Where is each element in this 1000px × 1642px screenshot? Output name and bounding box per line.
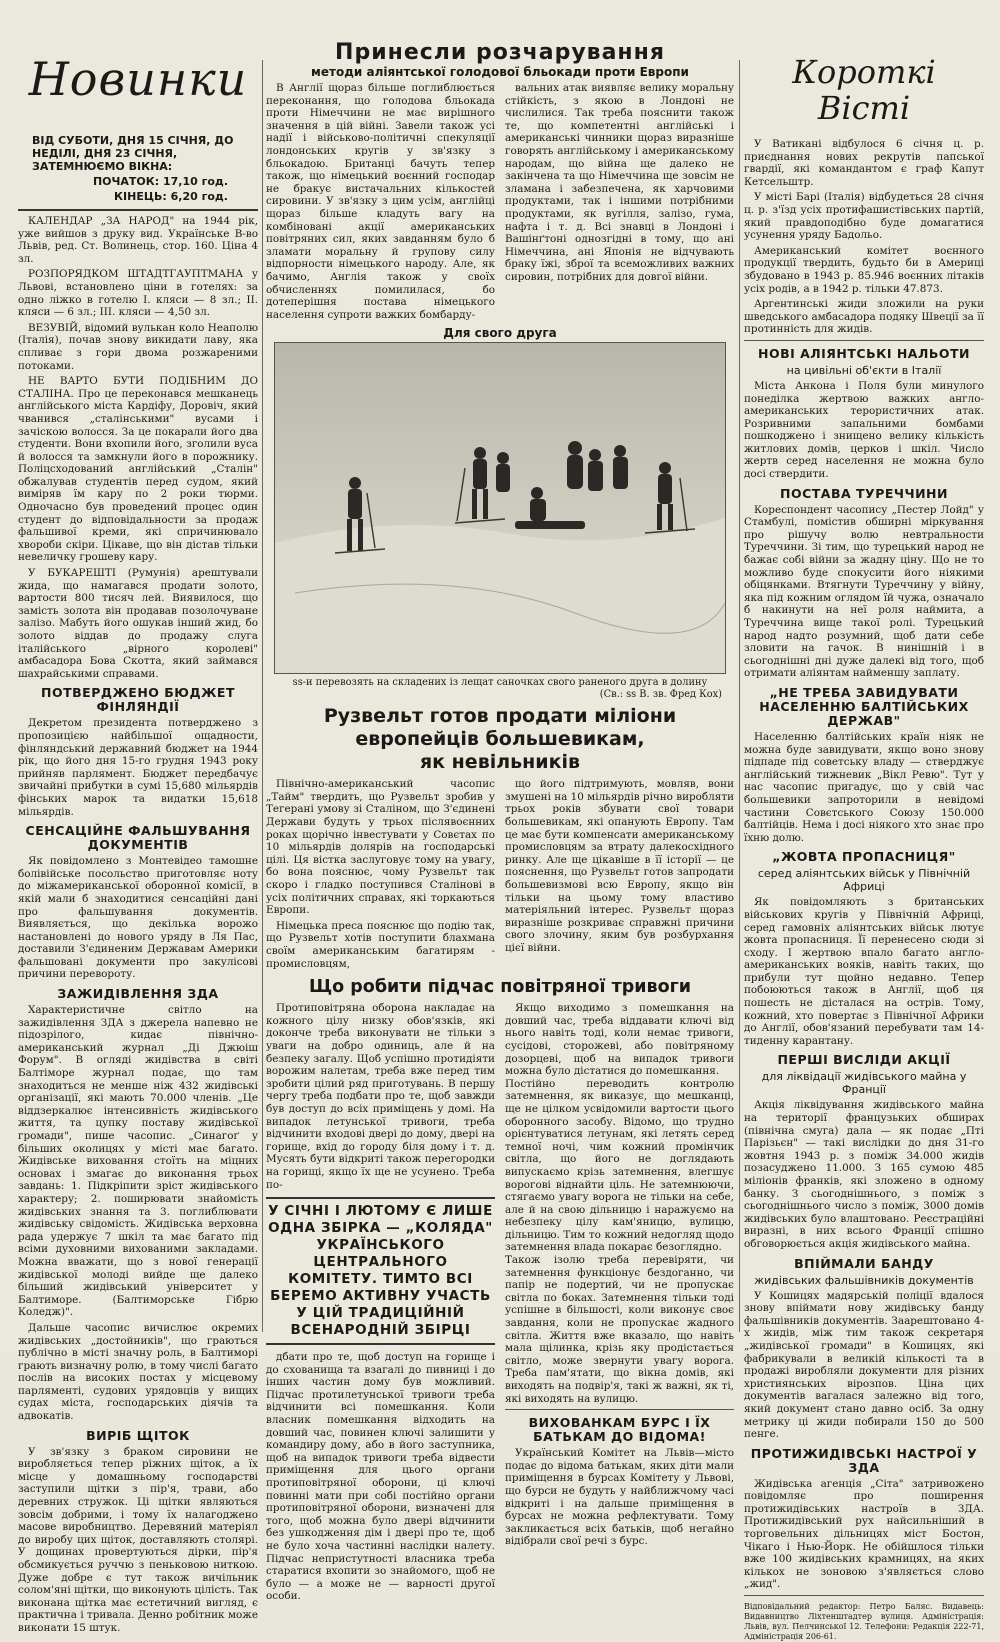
imprint: Відповідальний редактор: Петро Баляс. Видавець: Видавництво Ліхтенштадтер вулиця. Адміністрація: Львів, вул. Пелчинської 12. Телефони: Редакція 222-71, Адміністрація 206-61. — [744, 1602, 984, 1642]
photo-caption: ss-и перевозять на складених із лещат саночках свого раненого друга в долину — [292, 677, 708, 689]
article-finland: Декретом президента потверджено з пропозицією найбільшої ощадности, фінляндський державний бюджет на 1944 рік, що його дня 15-го грудня 1943 року прийняв парлямент. Бюджет передбачує звичайні прибутки в сумі 15,680 мільярдів фінських марок та видатки 15,618 мільярдів. — [18, 717, 258, 818]
article-usa: Характеристичне світло на зажидівлення ЗДА з джерела напевно не підозрілого, кидає північно-американський журнал „Ді Джюіш Форум". В огляді жидівства в світі Балтіморе журнал подає, що там знаходиться не менше ніж 432 жидівські організації, які мають 70.000 членів. „Це віддзеркалює інтенсивність жидівського життя, та цупку поставу жидівської громади", пише часопис. „Синагоґ у більших околицях у місті має багато. Жидівське виховання стоїть на міцних основах і змагає до виконання трьох завдань: 1. Підкріпити зріст жидівського характеру; 2. поширювати знайомість жидівських знання та 3. поглиблювати жидівську свідомість. Жидівська верховна рада удержує 7 шкіл та має багато під всіми духовними вихованими закладами. Можна вважати, що з нової генерації жидівської молоді вийде ще далеко більший жидівський університет у Балтиморе. (Балтиморське Гібрю Коледж)". — [18, 1004, 258, 1319]
column-divider — [262, 60, 263, 1332]
air-raid-continued: дбати про те, щоб доступ на горище і до схованища та взагалі до пивниці і до інших частин дому був можливий. Підчас протилетунської тривоги треба відчинити всі помешкання. Коли власник помешкання відходить на довший час, повинен ключі залишити у командиру дому, або в його заступника, щоб на випадок тривоги треба відвести приміщення для цього органи протиповітряної оборони, ці ключі повинні мати при собі постійно органи протиповітряної оборони, визначені для того, щоб можна було двері відчинити без ушкодження дім і двері про те, щоб не було хоча частинні наслідки налету. Підчас непристутності власника треба старатися вхопити зо знайомого, щоб не було — а може не — варності другої особи. — [266, 1351, 495, 1603]
divider — [505, 1409, 734, 1410]
right-column — [744, 14, 984, 1642]
headline-bursa: ВИХОВАНКАМ БУРС І ЇХ БАТЬКАМ ДО ВІДОМА! — [528, 1415, 711, 1445]
news-item: ВЕЗУВІЙ, відомий вулькан коло Неаполю (Італія), почав знову викидати лаву, яка спливає з гори двома розжареними потоками. — [18, 321, 258, 372]
headline-forgery: СЕНСАЦІЙНЕ ФАЛЬШУВАННЯ ДОКУМЕНТІВ — [25, 823, 251, 853]
article-action: Акція ліквідування жидівського майна на території французьких обширах (північна смуга) дала — як подає „Пті Парізьєн" — такі вислідки до дня 31-го жовтня 1943 р. з поміж 34.000 жидів позасуджено 11.000. З 165 сумою 485 міліонів франків, які зложено в одному банку. З сьогоднішнього, з поміж з сьогоднішнього число з поміж, 3000 домів жидівських було влаштовано. Реєстраційні виразні, в них всього Франції спішно обговорюється акція жидівського майна. — [744, 1099, 984, 1250]
center-column — [266, 14, 735, 1603]
headline-turkey: ПОСТАВА ТУРЕЧЧИНИ — [780, 485, 948, 501]
short-news-item: Американський комітет воєнного продукції твердить, будьто би в Америці збудовано в 1943 р. 85.946 воєнних літаків усіх родів, а в 1942 р. тільки 47.873. — [744, 244, 984, 295]
divider — [744, 1595, 984, 1596]
news-item: У БУКАРЕШТІ (Румунія) арештували жида, що намагався продати золото, вартости 800 тисяч лей. Виявилося, що замість золота він продавав позолочуване залізо. Мабуть його ошукав інший жид, бо золото віддав до продажу слуга італійського „вірного королеві" амбасадора Бова Скотта, який займався шахрайськими справами. — [18, 567, 258, 680]
article-forgery: Як повідомлено з Монтевідео тамошне болівійське посольство приготовляє ноту до міжамериканської оборонної комісії, в якій мали б знаходитися сенсаційні дані про фальшування документів. Виявляється, що декілька ворожо настановлені до нового уряду в Ля Пас, доставили З'єдиненим Державам Америки фальшовані документи про закулісові причини перевороту. — [18, 855, 258, 981]
headline-brushes: ВИРІБ ЩІТОК — [86, 1427, 190, 1443]
masthead-novynky: Новинки — [28, 52, 248, 106]
headline-finland: ПОТВЕРДЖЕНО БЮДЖЕТ ФІНЛЯНДІЇ — [41, 685, 235, 715]
roosevelt-headline-3: як невільників — [419, 751, 581, 774]
divider — [744, 340, 984, 341]
column-divider — [739, 60, 740, 1332]
subheadline-gang: жидівських фальшівників документів — [754, 1273, 974, 1287]
headline-baltic: „НЕ ТРЕБА ЗАВИДУВАТИ НАСЕЛЕННЮ БАЛТІЙСЬКИХ ДЕРЖАВ" — [759, 684, 969, 728]
article-usa: Дальше часопис вичислює окремих жидівських „достойників", що граються публічно в місті значну роль, в Балтиморі грають визначну ролю, в тому числі багато послів на високих постах у місцевому парляменті, судових урядовців у вищих судах міста, господарських діячів та адвокатів. — [18, 1321, 258, 1423]
air-raid-headline: Що робити підчас повітряної тривоги — [308, 977, 692, 998]
roosevelt-left: Північно-американський часопис „Тайм" твердить, що Рузвельт зробив у Тегерані умову зі Сталіном, що З'єдинені Держави будуть у трьох післявоєнних роках щорічно інвестувати у Совєтах по 10 мільярдів долярів на господарські цілі. Ця вістка заслуговує тому на увагу, бо вона пояснює, чому Рузвельт так скоро і гладко поступився Сталінові в усіх політичних справах, які торкаються Европи. — [266, 778, 495, 917]
left-column — [18, 14, 258, 1634]
article-anti: Жидівська агенція „Сіта" затривожено повідомляє про поширення протижидівських настроїв в ЗДА. Протижидівський рух найсильніший в торговельних дільницях міст Бостон, Чікаго і Нью-Йорк. Не обійшлося тільки вже 100 жидівських крамницях, на яких кількох не зоновою з'являється слово „жид". — [744, 1477, 984, 1591]
news-item: КАЛЕНДАР „ЗА НАРОД" на 1944 рік, уже вийшов з друку вид. Українське В-во Львів, ред. Ст. Волинець, стор. 160. Ціна 4 зл. — [18, 215, 258, 265]
article-raids: Міста Анкона і Поля були минулого понеділка жертвою важких англо-американських терористичних атак. Розривними запальними бомбами пошкоджено і знищено велику кількість житлових домів, церков і шкіл. Число жертв серед населення не можна було досі ствердити. — [744, 379, 984, 481]
appeal-text: У СІЧНІ І ЛЮТОМУ Є ЛИШЕ ОДНА ЗБІРКА — „КОЛЯДА" УКРАЇНСЬКОГО ЦЕНТРАЛЬНОГО КОМІТЕТУ. ТИМТО ВСІ БЕРЕМО АКТИВНУ УЧАСТЬ У ЦІЙ ТРАДИЦІЙНІЙ ВСЕНАРОДНІЙ ЗБІРЦІ — [268, 1203, 493, 1339]
lead-headline: Принесли розчарування — [335, 40, 665, 65]
article-fever: Як повідомляють з британських військових кругів у Північній Африці, серед гамовніх аліянтських військ лютує жовта пропасниця. Її перенесено сюди зі сходу. І жертвою впало багато англо-американських вояків, навіть таких, що прибули тут щойно недавно. Тепер побоюються також в Англії, щоб ця пошесть не дісталася на острів. Тому, кожний, хто повертає з Північної Африки до Англії, обов'язаний перебувати там 14-тиденну карантану. — [744, 896, 984, 1047]
air-raid-article — [266, 1002, 734, 1606]
short-news-item: У місті Барі (Італія) відбудеться 28 січня ц. р. з'їзд усіх протифашистівських партій, який правдоподібно буде домагатися усунення уряду Бадольо. — [744, 191, 984, 242]
subheadline-action: для ліквідації жидівського майна у Франції — [761, 1070, 967, 1097]
headline-anti: ПРОТИЖИДІВСЬКІ НАСТРОЇ У ЗДА — [750, 1445, 978, 1475]
blackout-start: ПОЧАТОК: 17,10 год. — [92, 175, 228, 188]
masthead-short-news: Короткі Вісті — [792, 53, 936, 127]
photo-title: Для свого друга — [443, 326, 557, 341]
subheadline-raids: на цивільні об'єкти в Італії — [786, 363, 942, 377]
photo-credit: (Св.: ss В. зв. Фред Кох) — [599, 689, 722, 701]
roosevelt-left-2: Німецька преса пояснює що подію так, що Рузвельт хотів поступити блахмана своїм американським багатирям - промисловцям, — [266, 919, 495, 970]
air-raid-right: Якщо виходимо з помешкання на довший час, треба віддавати ключі від нього навіть тоді, коли немає тривоги, сусідові, сторожеві, або повітряному дозорцеві, щоб на випадок тривоги можна було дістатися до помешкання. Постійно переводить контролю затемнення, як виказує, що мешканці, ще не цілком усвідомили вартости цього оборонного засобу. Відомо, що трудно орієнтуватися летунам, які летять серед темної ночі, чим кожний промінчик світла, що його не доглядають випускаємо крізь затемнення, влегшує ворогові віднайти ціль. Не затемнюючи, стягаємо увагу ворога не тільки на себе, але й на свою дільницю і наражуємо на небезпеку цілу кам'яницю, вулицю, дільницю. Тим то кожний недогляд щодо затемнення влада покарає безоглядно. Також ізолю треба перевіряти, чи затемнення функціонує бездоганно, чи папір не подертий, чи не пропускає світла по боках. Затемнення тільки тоді успішне в більшості, коли виконує своє завдання, коли не пропускає жадного світла. Життя вже вказало, що навіть мала щілинка, крізь яку продістається світло, може звернути увагу ворога. Треба пам'ятати, що вікна домів, які виходять на подвір'я, такі ж важні, як ті, які виходять на вулицю. — [505, 1002, 734, 1405]
roosevelt-headline-2: европейців большевикам, — [355, 728, 645, 751]
roosevelt-headline-1: Рузвельт готов продати міліони — [323, 705, 677, 728]
article-gang: У Кошицях мадярській поліції вдалося знову впіймати нову жидівську банду фальшівників документів. Заарештовано 4-х жидів, між тим також секретаря „жидівської громади" в Кошицях, які фабрикували в великій кількості та в продажі виробляли документи для різних християнських вірозпов. Ціна цих документів вагалася залежно від того, який документ стано давно осіб. За одну метрику ці жиди побирали 150 до 500 пенге. — [744, 1289, 984, 1441]
article-baltic: Населенню балтійських країн ніяк не можна буде завидувати, якщо воно знову підпаде під советську владу — стверджує англійський тижневик „Вікл Ревю". Тут у нас часопис пригадує, що у свій час большевики запроторили в невідомі частини Совєтського Союзу 150.000 балтійців. Нема і досі ніякого хто знає про їхню долю. — [744, 730, 984, 844]
article-turkey: Кореспондент часопису „Пестер Лойд" у Стамбулі, помістив обширні міркування про рішучу волю невтральности Туреччини. Зі тим, що турецький народ не бажає собі війни за жадну ціну. Що не то можливо буде спокусити його ніякими обіцянками. Втягнути Туреччину у війну, яка під кожним оглядом їй чужа, означало б накинути на неї роля наймита, а Туреччина вище такої ролі. Турецький народ надто розумний, щоб дати себе зловити на гачок. В нинішній і в сьогоднішні дні дуже далекі від того, щоб отримати аліянтам найменшу заплату. — [744, 503, 984, 680]
short-news-item: Аргентинські жиди зложили на руки шведського амбасадора подяку Швеції за її протинність для жидів. — [744, 298, 984, 336]
photo-image — [275, 343, 725, 673]
divider — [18, 209, 258, 211]
lead-subheadline: методи аліянтської голодової бльокади проти Европи — [311, 65, 689, 79]
photo-ski-rescue — [274, 342, 726, 674]
blackout-end: КІНЕЦЬ: 6,20 год. — [114, 190, 228, 203]
headline-gang: ВПІЙМАЛИ БАНДУ — [794, 1255, 934, 1271]
roosevelt-right: що його підтримують, мовляв, вони змушені на 10 мільярдів річно виробляти трьох років збувати свої товари большевикам, які опанують Европу. Там це має бути компенсати американському промисловцям за втрату далекосхідного ринку. Але ще цікавіше в її історії — це пояснення, що Рузвельт готов запродати большевизмові всю Европу, якщо він тільки на цьому тому властиво матеріяльний інтерес. Рузвельт щораз виразніше розкриває справжні причини свого злочину, яким був розбурхання цієї війни. — [505, 778, 735, 954]
headline-fever: „ЖОВТА ПРОПАСНИЦЯ" — [772, 849, 956, 865]
subheadline-fever: серед аліянтських військ у Північній Африці — [757, 867, 971, 894]
headline-usa: ЗАЖИДІВЛЕННЯ ЗДА — [57, 986, 219, 1002]
roosevelt-article — [266, 778, 734, 973]
headline-action: ПЕРШІ ВИСЛІДИ АКЦІЇ — [777, 1052, 951, 1068]
blackout-notice: ВІД СУБОТИ, ДНЯ 15 СІЧНЯ, ДО НЕДІЛІ, ДНЯ 23 СІЧНЯ, ЗАТЕМНЮЄМО ВІКНА: — [32, 134, 234, 173]
article-bursa: Український Комітет на Львів—місто подає до відома батькам, яких діти мали приміщення в бурсах Комітету у Львові, що бурси не будуть у найближчому часі відкриті і на дальше приміщення в бурсах не можна рефлектувати. Тому закликається всіх батьків, щоб негайно відібрали свої речі з бурс. — [505, 1447, 734, 1548]
lead-article-left: В Англії щораз більше поглиблюється переконання, що голодова бльокада проти Німеччини не має вирішного значення в цій війні. Завели також усі надії і військово-політичні спекуляції лондонських кругів у зв'язку з бльокадою. Британці бачуть тепер також, що німецький воєнний господар не бракує вистачальних кількостей сировини. У зв'язку з цим усім, англійці щораз більше кладуть вагу на комбіновані акції американських повітряних сил, яких завданням було б зламати моральну й групову силу відпорности німецького народу. Але, як бачимо, Англія також у своїх обчисленнях помилилася, бо дотеперішня постава німецького населення супроти важких бомбарду- — [266, 82, 495, 321]
appeal-box — [266, 1197, 495, 1345]
lead-article-right: вальних атак виявляє велику моральну стійкість, з якою в Лондоні не числилися. Так треба пояснити також те, що компетентні англійські і американські чинники щораз виразніше говорять англійському і американському народам, що війна ще далеко не закінчена та що Німеччина ще зовсім не зламана і забезпечена, як харчовими продуктами, так і іншими потрібними продуктами, як вугілля, залізо, гума, нафта і т. д. Всі знавці в Лондоні і Вашінґтоні однозгідні в тому, що ані Німеччина, ані Японія не відчувають браку їжі, зброї та всеможливих важних сировин, потрібних для довгої війни. — [505, 82, 734, 283]
news-item: НЕ ВАРТО БУТИ ПОДІБНИМ ДО СТАЛІНА. Про це переконався мешканець англійського міста Кардіфу, Доровіч, який чванився „сталінськими" вусами і зачіскою волосся. За це покарали його два студенти. Вони вхопили його, зголили вуса й волосся та замкнули його в порожнику. Поліцсходований англійський „Сталін" обжалував студентів перед судом, який виміряв їм кару по 2 роки тюрми. Одночасно був проведений процес один студент до відповідальности за продаж фальшивої креми, які спричинювало хвороби скіри. Цікаве, що він дістав тільки невеличку грошеву кару. — [18, 375, 258, 564]
news-item: РОЗПОРЯДКОМ ШТАДТГАУПТМАНА у Львові, встановлено ціни в готелях: за одно ліжко в готелю І. кляси — 8 зл.; ІІ. кляси — 6 зл.; ІІІ. кляси — 4,50 зл. — [18, 268, 258, 319]
lead-article — [266, 82, 734, 324]
short-news-item: У Ватикані відбулося 6 січня ц. р. приєднання нових рекрутів папської гвардії, які командантом є граф Капут Кетсельштр. — [744, 138, 984, 188]
article-brushes: У зв'язку з браком сировини не виробляється тепер ріжних щіток, а їх місце у домашньому господарстві заступили щітки з пір'я, трави, або деревних стружок. Ці щітки являються зовсім добрими, і тому їх налагоджено масове виробництво. Деревяний матеріял до виробу цих щіток, доставляють столярі. У дощинах провертуються дірки, пір'я обсмикується руччю з пеньковою ниткою. Дуже добре є тут також вичільник солом'яні щітки, що виконують цілість. Так виконана щітка має естетичний вигляд, є практична і тривала. Денно робітник може виконати 15 штук. — [18, 1445, 258, 1634]
air-raid-left: Протиповітряна оборона накладає на кожного цілу низку обов'язків, які доконче треба виконувати не тільки з уваги на добро одиниць, але й на безпеку загалу. Щоб успішно протидіяти ворожим налетам, треба вже перед тим зробити цілий ряд приготувань. В першу чергу треба подбати про те, щоб завжди був доступ до всіх приміщень у домі. На випадок летунської тривоги, треба відчинити входові двері до дому, двері на горище, вхід до городу біля дому і т. д. Мусять бути відкриті також перегородки на горищі, якщо їх ще не усунено. Треба по- — [266, 1002, 495, 1191]
headline-raids: НОВІ АЛІЯНТСЬКІ НАЛЬОТИ — [757, 345, 971, 361]
